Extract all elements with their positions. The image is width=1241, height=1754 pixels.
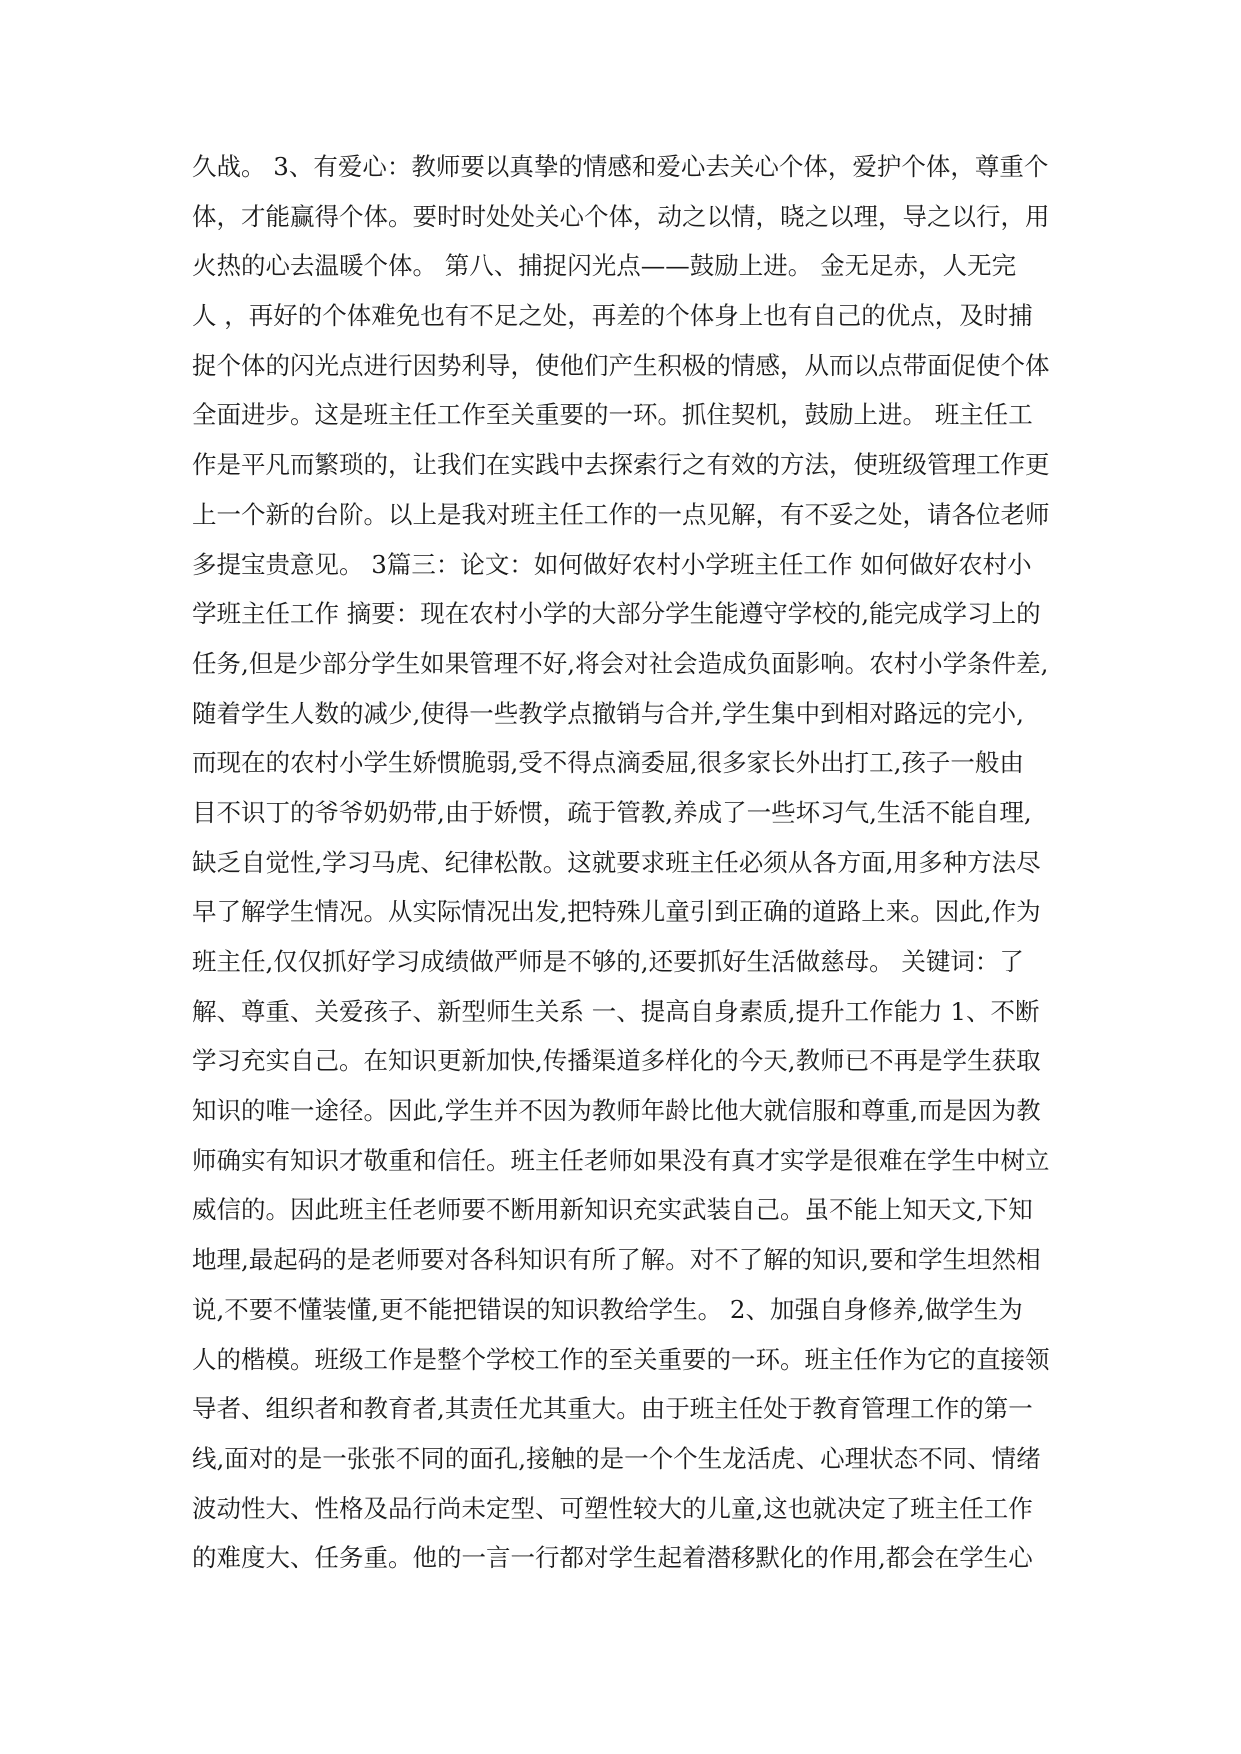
text-line: 导者、组织者和教育者,其责任尤其重大。由于班主任处于教育管理工作的第一 bbox=[192, 1394, 1033, 1424]
text-line: 随着学生人数的减少,使得一些教学点撤销与合并,学生集中到相对路远的完小, bbox=[192, 698, 1024, 728]
text-line: 人 ，再好的个体难免也有不足之处，再差的个体身上也有自己的优点，及时捕 bbox=[192, 301, 1033, 331]
text-line: 线,面对的是一张张不同的面孔,接触的是一个个生龙活虎、心理状态不同、情绪 bbox=[192, 1443, 1041, 1473]
text-line: 火热的心去温暖个体。 第八、捕捉闪光点——鼓励上进。 金无足赤，人无完 bbox=[192, 251, 1017, 281]
text-line: 作是平凡而繁琐的，让我们在实践中去探索行之有效的方法，使班级管理工作更 bbox=[192, 450, 1050, 480]
text-line: 解、尊重、关爱孩子、新型师生关系 一、提高自身素质,提升工作能力 1、不断 bbox=[192, 996, 1040, 1026]
body-text bbox=[192, 142, 1054, 1583]
text-line: 班主任,仅仅抓好学习成绩做严师是不够的,还要抓好生活做慈母。 关键词：了 bbox=[192, 947, 1024, 976]
text-line: 学班主任工作 摘要：现在农村小学的大部分学生能遵守学校的,能完成学习上的 bbox=[192, 599, 1041, 629]
text-line: 学习充实自己。在知识更新加快,传播渠道多样化的今天,教师已不再是学生获取 bbox=[192, 1046, 1041, 1076]
text-line: 师确实有知识才敬重和信任。班主任老师如果没有真才实学是很难在学生中树立 bbox=[192, 1145, 1050, 1175]
text-line: 威信的。因此班主任老师要不断用新知识充实武装自己。虽不能上知天文,下知 bbox=[192, 1195, 1033, 1225]
text-line: 体，才能赢得个体。要时时处处关心个体，动之以情，晓之以理，导之以行，用 bbox=[192, 201, 1050, 231]
text-line: 人的楷模。班级工作是整个学校工作的至关重要的一环。班主任作为它的直接领 bbox=[192, 1344, 1050, 1374]
text-line: 上一个新的台阶。以上是我对班主任工作的一点见解，有不妥之处，请各位老师 bbox=[192, 499, 1050, 529]
text-line: 多提宝贵意见。 3篇三：论文：如何做好农村小学班主任工作 如何做好农村小 bbox=[192, 549, 1032, 579]
text-line: 波动性大、性格及品行尚未定型、可塑性较大的儿童,这也就决定了班主任工作 bbox=[192, 1493, 1033, 1523]
text-line: 任务,但是少部分学生如果管理不好,将会对社会造成负面影响。农村小学条件差, bbox=[192, 648, 1049, 678]
text-line: 的难度大、任务重。他的一言一行都对学生起着潜移默化的作用,都会在学生心 bbox=[192, 1543, 1033, 1573]
text-line: 久战。 3、有爱心：教师要以真挚的情感和爱心去关心个体，爱护个体，尊重个 bbox=[192, 152, 1049, 181]
text-line: 目不识丁的爷爷奶奶带,由于娇惯，疏于管教,养成了一些坏习气,生活不能自理, bbox=[192, 797, 1032, 827]
text-line: 而现在的农村小学生娇惯脆弱,受不得点滴委屈,很多家长外出打工,孩子一般由 bbox=[192, 748, 1024, 778]
text-line: 早了解学生情况。从实际情况出发,把特殊儿童引到正确的道路上来。因此,作为 bbox=[192, 897, 1041, 927]
text-line: 缺乏自觉性,学习马虎、纪律松散。这就要求班主任必须从各方面,用多种方法尽 bbox=[192, 847, 1041, 877]
text-line: 知识的唯一途径。因此,学生并不因为教师年龄比他大就信服和尊重,而是因为教 bbox=[192, 1096, 1041, 1126]
text-line: 说,不要不懂装懂,更不能把错误的知识教给学生。 2、加强自身修养,做学生为 bbox=[192, 1294, 1023, 1324]
text-line: 捉个体的闪光点进行因势利导，使他们产生积极的情感，从而以点带面促使个体 bbox=[192, 350, 1050, 380]
text-line: 地理,最起码的是老师要对各科知识有所了解。对不了解的知识,要和学生坦然相 bbox=[192, 1245, 1041, 1275]
text-line: 全面进步。这是班主任工作至关重要的一环。抓住契机，鼓励上进。 班主任工 bbox=[192, 400, 1033, 430]
